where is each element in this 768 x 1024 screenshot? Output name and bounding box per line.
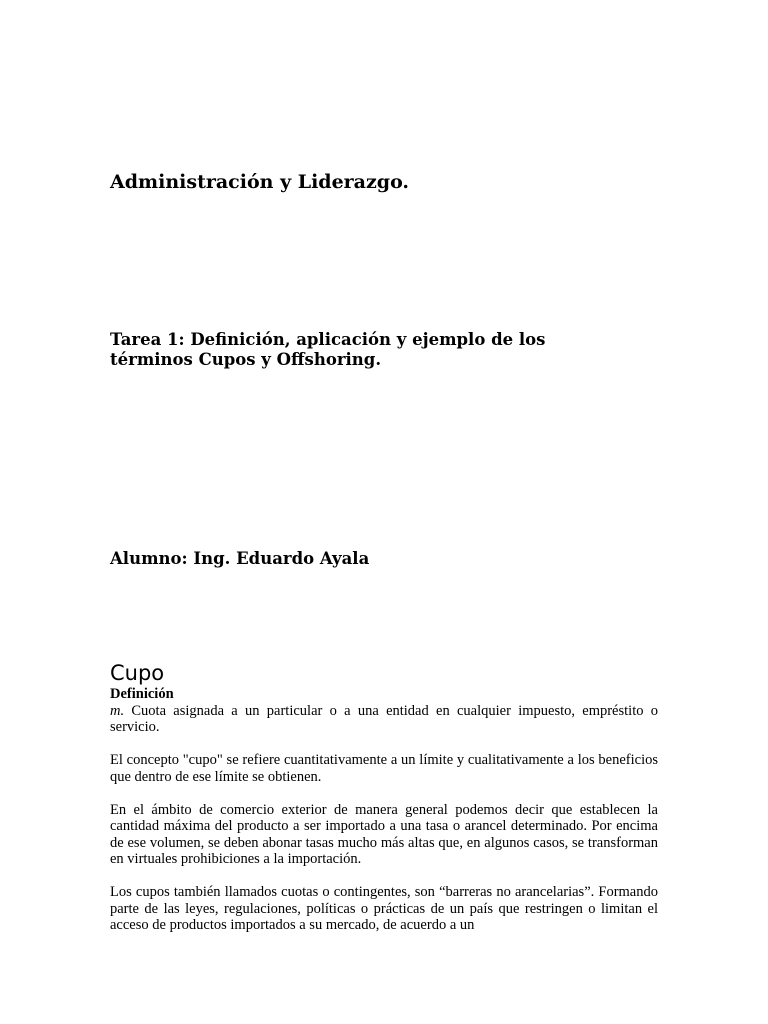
definition-abbreviation: m. [110, 702, 125, 719]
body-paragraph: Los cupos también llamados cuotas o contingentes, son “barreras no arancelarias”. Formando parte de las leyes, regulaciones, políticas o prácticas de un país que restringen o limitan el acceso de productos importados a su mercado, de acuerdo a un [110, 884, 658, 933]
definition-text: Cuota asignada a un particular o a una entidad en cualquier impuesto, empréstito o servicio. [110, 702, 658, 735]
definition-paragraph [110, 703, 658, 736]
document-title: Administración y Liderazgo. [110, 171, 410, 193]
student-name: Alumno: Ing. Eduardo Ayala [110, 549, 370, 568]
section-title: Cupo [110, 661, 165, 685]
body-paragraph: El concepto "cupo" se refiere cuantitativamente a un límite y cualitativamente a los beneficios que dentro de ese límite se obtienen. [110, 752, 658, 785]
definition-label: Definición [110, 686, 174, 702]
body-paragraph: En el ámbito de comercio exterior de manera general podemos decir que establecen la cantidad máxima del producto a ser importado a una tasa o arancel determinado. Por encima de ese volumen, se deben abonar tasas mucho más altas que, en algunos casos, se transforman en virtuales prohibiciones a la importación. [110, 801, 658, 867]
task-heading-line-2: términos Cupos y Offshoring. [110, 350, 382, 369]
task-heading [110, 330, 670, 370]
cupo-section [110, 660, 658, 950]
task-heading-line-1: Tarea 1: Definición, aplicación y ejemplo de los [110, 330, 546, 349]
